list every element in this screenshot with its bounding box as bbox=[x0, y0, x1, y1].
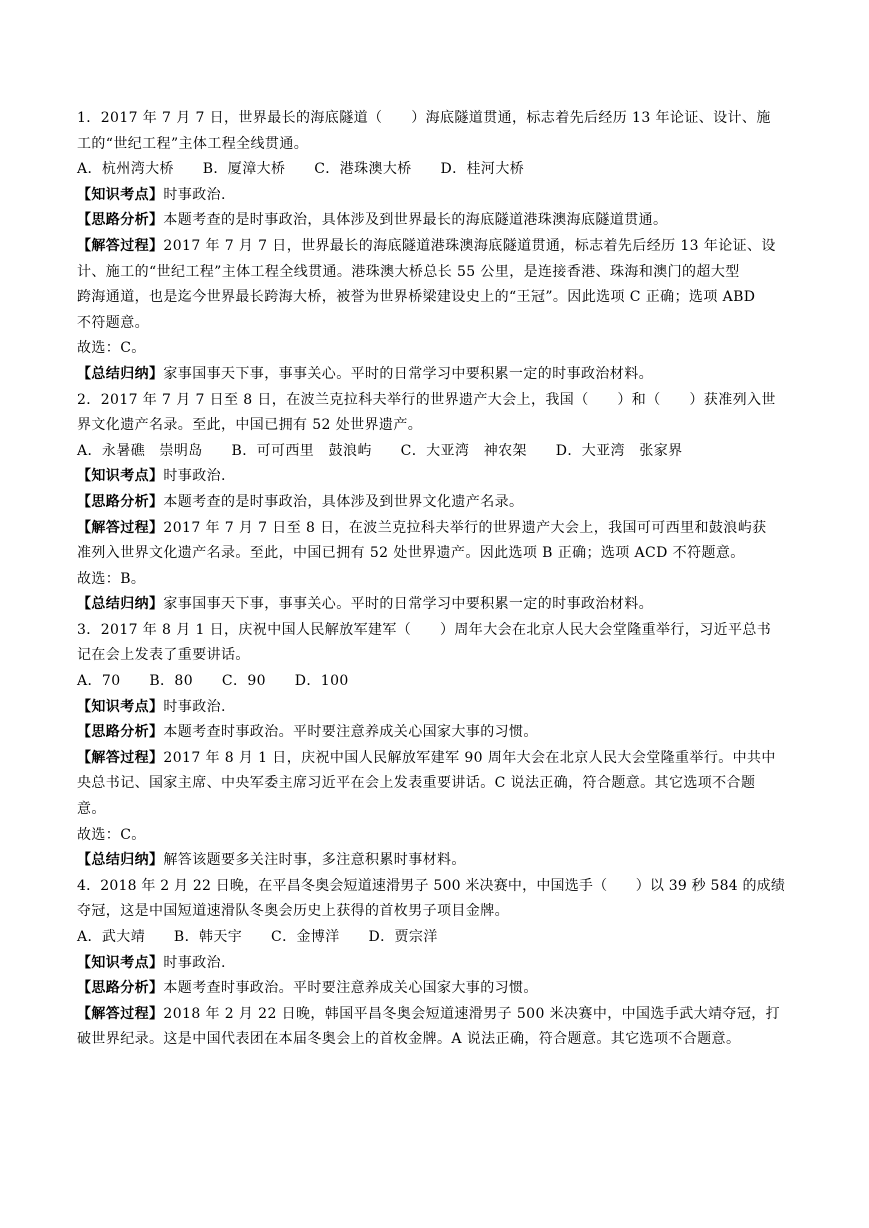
text: 解答该题要多关注时事，多注意积累时事材料。 bbox=[163, 852, 466, 869]
label: 【解答过程】 bbox=[77, 237, 164, 254]
q1-stem-line-1 bbox=[77, 108, 789, 129]
q3-solution-line-1 bbox=[77, 748, 789, 769]
text: A．武大靖 B．韩天宇 C．金博洋 D．贾宗洋 bbox=[77, 929, 438, 945]
text: 2．2017 年 7 月 7 日至 8 日，在波兰克拉科夫举行的世界遗产大会上，我国（ ）和（ ）获准列入世 bbox=[77, 391, 776, 408]
q1-answer bbox=[77, 338, 789, 359]
q2-options bbox=[77, 441, 789, 462]
q1-options bbox=[77, 159, 789, 180]
text: 跨海通道，也是迄今世界最长跨海大桥，被誉为世界桥梁建设史上的“王冠”。因此选项 C 正确；选项 ABD bbox=[77, 289, 756, 306]
text: A．永暑礁 崇明岛 B．可可西里 鼓浪屿 C．大亚湾 神农架 D．大亚湾 张家界 bbox=[77, 442, 683, 459]
label: 【知识考点】 bbox=[77, 186, 164, 203]
label: 【知识考点】 bbox=[77, 954, 164, 971]
text: 家事国事天下事，事事关心。平时的日常学习中要积累一定的时事政治材料。 bbox=[163, 365, 654, 382]
text: 本题考查时事政治。平时要注意养成关心国家大事的习惯。 bbox=[163, 980, 538, 997]
text: 2017 年 7 月 7 日，世界最长的海底隧道港珠澳海底隧道贯通，标志着先后经历 13 年论证、设 bbox=[163, 237, 776, 254]
text: A．杭州湾大桥 B．厦漳大桥 C．港珠澳大桥 D．桂河大桥 bbox=[77, 161, 525, 178]
q2-summary bbox=[77, 594, 789, 615]
text: 故选：C。 bbox=[77, 340, 146, 357]
text: 央总书记、国家主席、中央军委主席习近平在会上发表重要讲话。C 说法正确，符合题意。其它选项不合题 bbox=[77, 775, 756, 792]
label: 【思路分析】 bbox=[77, 724, 164, 741]
q1-solution-line-1 bbox=[77, 236, 789, 257]
text: 3．2017 年 8 月 1 日，庆祝中国人民解放军建军（ ）周年大会在北京人民大会堂隆重举行，习近平总书 bbox=[77, 621, 772, 638]
text: 故选：B。 bbox=[77, 570, 146, 587]
q3-solution-line-3 bbox=[77, 799, 789, 820]
q2-solution-line-2 bbox=[77, 543, 789, 564]
q4-stem-line-1 bbox=[77, 876, 789, 897]
q2-stem-line-1 bbox=[77, 390, 789, 411]
text: 家事国事天下事，事事关心。平时的日常学习中要积累一定的时事政治材料。 bbox=[163, 596, 654, 613]
q1-solution-line-2 bbox=[77, 262, 789, 283]
text: 时事政治. bbox=[163, 954, 226, 971]
text: 意。 bbox=[77, 801, 106, 818]
text: 4．2018 年 2 月 22 日晚，在平昌冬奥会短道速滑男子 500 米决赛中，中国选手（ ）以 39 秒 584 的成绩 bbox=[77, 877, 786, 894]
q3-summary bbox=[77, 850, 789, 871]
q2-answer bbox=[77, 569, 789, 590]
text: 时事政治. bbox=[163, 468, 226, 485]
text: 计、施工的“世纪工程”主体工程全线贯通。港珠澳大桥总长 55 公里，是连接香港、珠海和澳门的超大型 bbox=[77, 263, 740, 280]
text: A．70 B．80 C．90 D．100 bbox=[77, 673, 349, 690]
text: 时事政治. bbox=[163, 186, 226, 203]
label: 【知识考点】 bbox=[77, 698, 164, 715]
label: 【知识考点】 bbox=[77, 468, 164, 485]
label: 【解答过程】 bbox=[77, 1005, 164, 1022]
q1-knowledge-point bbox=[77, 185, 789, 206]
q2-analysis bbox=[77, 492, 789, 513]
text: 工的“世纪工程”主体工程全线贯通。 bbox=[77, 135, 309, 152]
q4-knowledge-point bbox=[77, 953, 789, 974]
label: 【思路分析】 bbox=[77, 980, 164, 997]
text: 时事政治. bbox=[163, 698, 226, 715]
label: 【解答过程】 bbox=[77, 519, 164, 536]
text: 故选：C。 bbox=[77, 826, 146, 843]
text: 2017 年 8 月 1 日，庆祝中国人民解放军建军 90 周年大会在北京人民大会堂隆重举行。中共中 bbox=[163, 749, 776, 766]
q4-options bbox=[77, 927, 789, 948]
q4-solution-line-1 bbox=[77, 1004, 789, 1025]
q3-knowledge-point bbox=[77, 697, 789, 718]
text: 不符题意。 bbox=[77, 314, 149, 331]
q4-stem-line-2 bbox=[77, 901, 789, 922]
text: 2018 年 2 月 22 日晚，韩国平昌冬奥会短道速滑男子 500 米决赛中，中国选手武大靖夺冠，打 bbox=[163, 1005, 781, 1022]
q3-stem-line-1 bbox=[77, 620, 789, 641]
text: 本题考查的是时事政治，具体涉及到世界文化遗产名录。 bbox=[163, 493, 524, 510]
label: 【总结归纳】 bbox=[77, 365, 164, 382]
text: 本题考查时事政治。平时要注意养成关心国家大事的习惯。 bbox=[163, 724, 538, 741]
label: 【思路分析】 bbox=[77, 493, 164, 510]
text: 准列入世界文化遗产名录。至此，中国已拥有 52 处世界遗产。因此选项 B 正确；选项 ACD 不符题意。 bbox=[77, 545, 745, 562]
q3-answer bbox=[77, 825, 789, 846]
text: 1．2017 年 7 月 7 日，世界最长的海底隧道（ ）海底隧道贯通，标志着先后经历 13 年论证、设计、施 bbox=[77, 110, 771, 126]
q2-stem-line-2 bbox=[77, 415, 789, 436]
q2-knowledge-point bbox=[77, 466, 789, 487]
label: 【思路分析】 bbox=[77, 212, 164, 229]
text: 界文化遗产名录。至此，中国已拥有 52 处世界遗产。 bbox=[77, 417, 423, 434]
label: 【解答过程】 bbox=[77, 749, 164, 766]
text: 2017 年 7 月 7 日至 8 日，在波兰克拉科夫举行的世界遗产大会上，我国可可西里和鼓浪屿获 bbox=[163, 519, 767, 536]
q4-analysis bbox=[77, 978, 789, 999]
text: 夺冠，这是中国短道速滑队冬奥会历史上获得的首枚男子项目金牌。 bbox=[77, 903, 509, 920]
q1-solution-line-4 bbox=[77, 313, 789, 334]
q1-analysis bbox=[77, 210, 789, 231]
q3-solution-line-2 bbox=[77, 773, 789, 794]
q3-analysis bbox=[77, 722, 789, 743]
q1-stem-line-2 bbox=[77, 134, 789, 155]
q1-solution-line-3 bbox=[77, 287, 789, 308]
q1-summary bbox=[77, 364, 789, 385]
q3-stem-line-2 bbox=[77, 645, 789, 666]
text: 记在会上发表了重要讲话。 bbox=[77, 647, 250, 664]
q3-options bbox=[77, 671, 789, 692]
q4-solution-line-2 bbox=[77, 1029, 789, 1050]
q2-solution-line-1 bbox=[77, 518, 789, 539]
label: 【总结归纳】 bbox=[77, 852, 164, 869]
document-page bbox=[77, 108, 789, 1055]
text: 破世界纪录。这是中国代表团在本届冬奥会上的首枚金牌。A 说法正确，符合题意。其它选项不合题意。 bbox=[77, 1031, 741, 1048]
label: 【总结归纳】 bbox=[77, 596, 164, 613]
text: 本题考查的是时事政治，具体涉及到世界最长的海底隧道港珠澳海底隧道贯通。 bbox=[163, 212, 668, 229]
